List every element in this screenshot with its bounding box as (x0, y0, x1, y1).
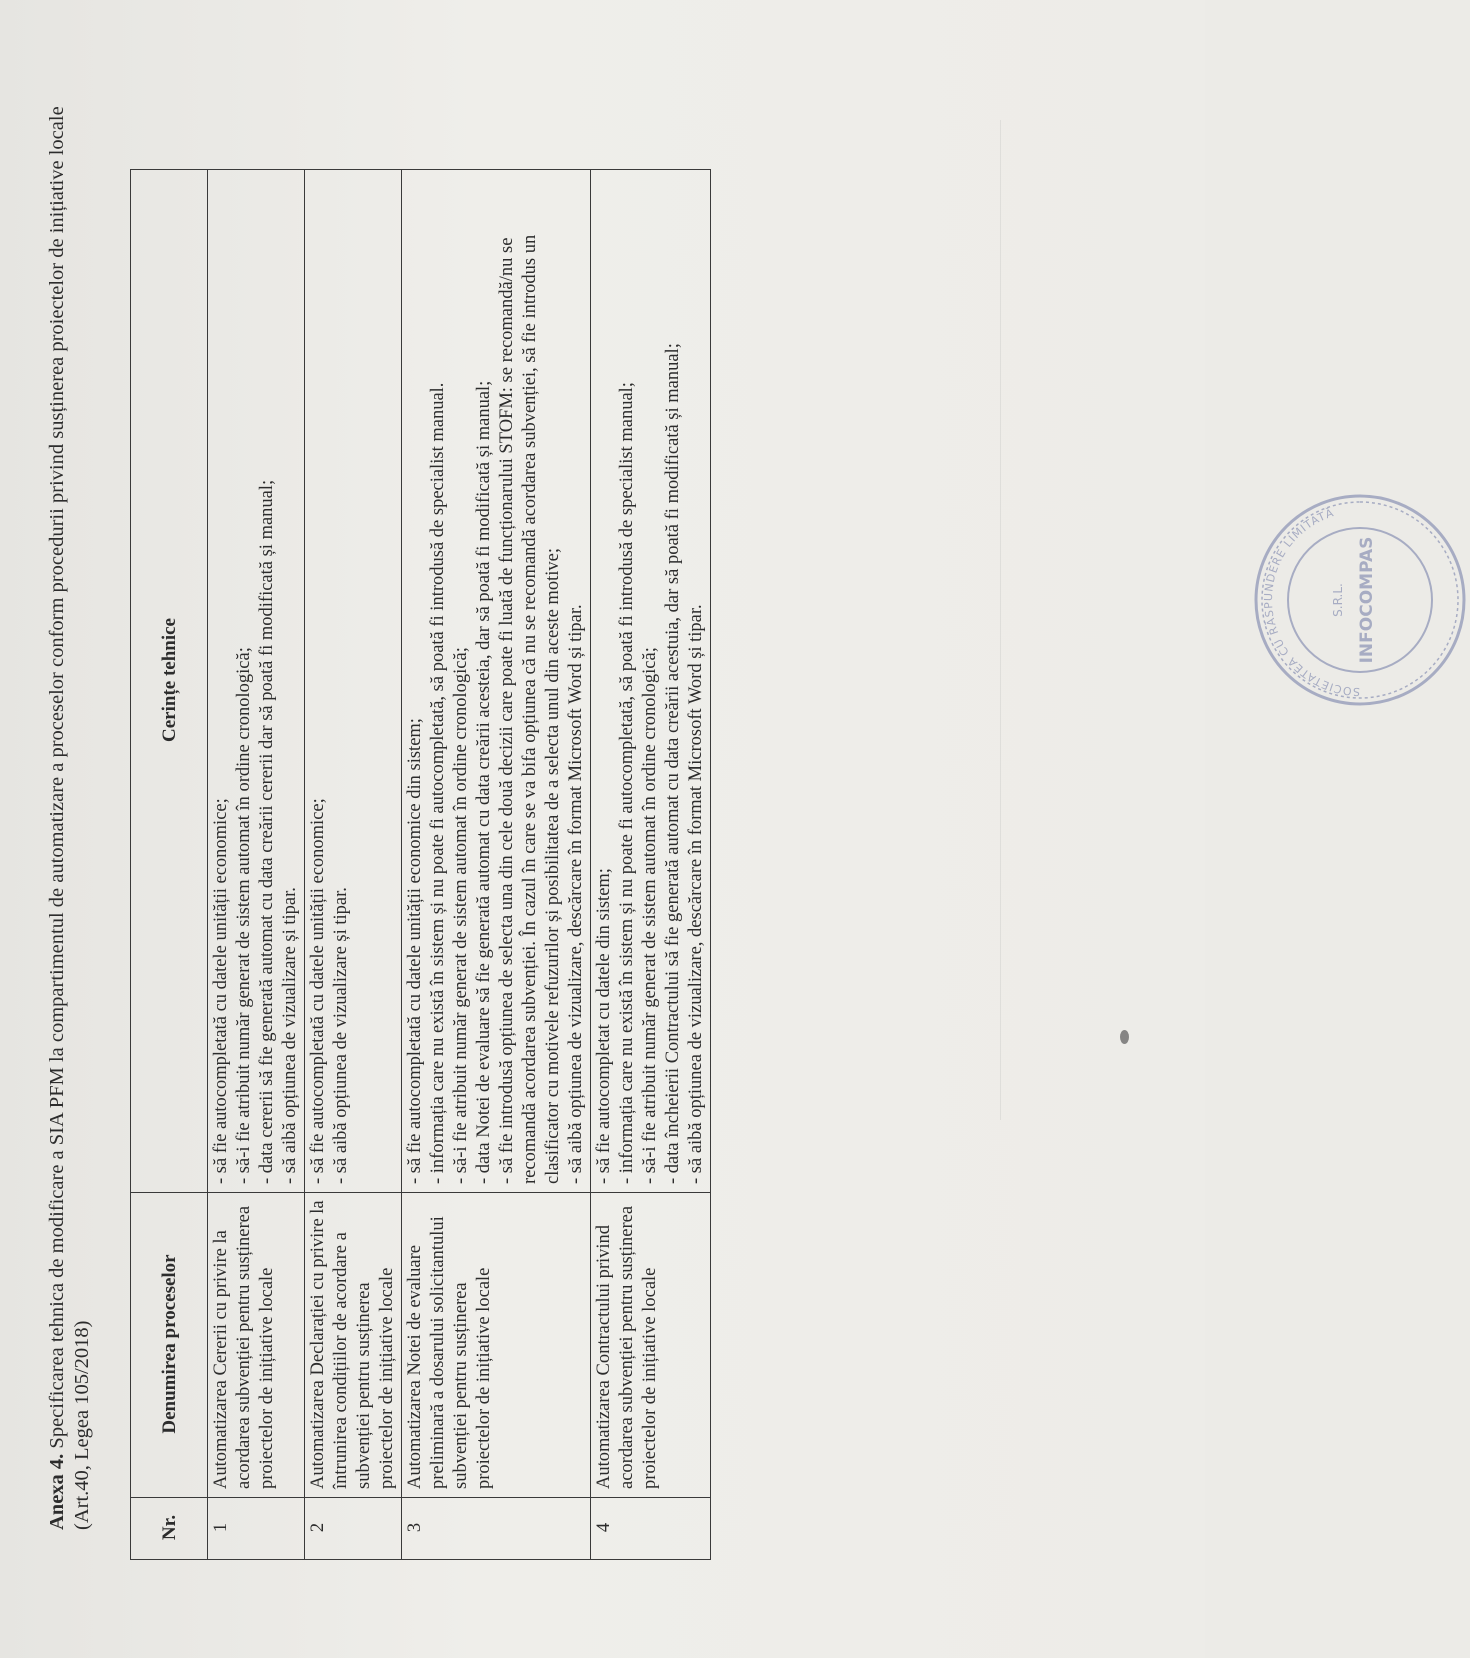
requirement-item: - informația care nu există în sistem și nu poate fi autocompletată, să poată fi introdusă de specialist manual; (617, 382, 637, 1184)
requirement-item: - să fie autocompletată cu datele unității economice; (308, 798, 328, 1184)
stamp-inner-text: S.R.L. (1331, 583, 1345, 617)
rotated-page (20, 10, 1377, 1560)
header-process: Denumirea proceselor (131, 1193, 208, 1498)
table-row (402, 170, 591, 1560)
process-name: Automatizarea Cererii cu privire la acordarea subvenției pentru susținerea proiectelor de inițiative locale (208, 1193, 305, 1498)
requirement-item: - să fie autocompletată cu datele unității economice; (211, 798, 231, 1184)
row-number: 3 (402, 1498, 591, 1560)
table-row (591, 170, 711, 1560)
requirements-cell (402, 170, 591, 1193)
requirement-item: - să-i fie atribuit număr generat de sistem automat în ordine cronologică; (451, 647, 471, 1184)
requirement-item: - data încheierii Contractului să fie generată automat cu data creării acestuia, dar să poată fi modificată și manual; (663, 343, 683, 1184)
requirement-item: - să aibă opțiunea de vizualizare și tipar. (331, 887, 351, 1184)
company-stamp (1250, 490, 1470, 710)
requirements-table (130, 169, 711, 1560)
process-name: Automatizarea Declarației cu privire la întrunirea condițiilor de acordare a subvenției pentru susținerea proiectelor de inițiative locale (305, 1193, 402, 1498)
process-name: Automatizarea Contractului privind acordarea subvenției pentru susținerea proiectelor de inițiative locale (591, 1193, 711, 1498)
requirement-item: - să fie autocompletat cu datele din sistem; (594, 868, 614, 1184)
table-row (208, 170, 305, 1560)
requirement-item: - să aibă opțiunea de vizualizare, descărcare în format Microsoft Word și tipar. (566, 604, 586, 1184)
requirement-item: - să aibă opțiunea de vizualizare și tipar. (280, 887, 300, 1184)
row-number: 2 (305, 1498, 402, 1560)
requirement-item: - să-i fie atribuit număr generat de sistem automat în ordine cronologică; (640, 647, 660, 1184)
stamp-center-text: INFOCOMPAS (1357, 536, 1377, 664)
row-number: 1 (208, 1498, 305, 1560)
requirement-item: - data Notei de evaluare să fie generată automat cu data creării acesteia, dar să poată fi modificată și manual; (474, 380, 494, 1184)
header-nr: Nr. (131, 1498, 208, 1560)
table-header-row (131, 170, 208, 1560)
requirements-cell (305, 170, 402, 1193)
requirement-item: - informația care nu există în sistem și nu poate fi autocompletată, să poată fi introdusă de specialist manual. (428, 382, 448, 1184)
requirement-item: - data cererii să fie generată automat cu data creării cererii dar să poată fi modificată și manual; (257, 479, 277, 1184)
requirement-item: - să-i fie atribuit număr generat de sistem automat în ordine cronologică; (234, 647, 254, 1184)
requirements-cell (591, 170, 711, 1193)
row-number: 4 (591, 1498, 711, 1560)
header-requirements: Cerințe tehnice (131, 170, 208, 1193)
requirement-item: - să fie autocompletată cu datele unității economice din sistem; (405, 718, 425, 1184)
requirement-item: - să aibă opțiunea de vizualizare, descărcare în format Microsoft Word și tipar. (686, 604, 706, 1184)
annex-title: Specificarea tehnica de modificare a SIA PFM la compartimentul de automatizare a proceselor conform procedurii privind susținerea proiectelor de inițiative locale (Art.40, Legea 105/2018) (46, 106, 93, 1530)
annex-label: Anexa 4. (46, 1453, 68, 1530)
requirements-cell (208, 170, 305, 1193)
process-name: Automatizarea Notei de evaluare preliminară a dosarului solicitantului subvenției pentru susținerea proiectelor de inițiative locale (402, 1193, 591, 1498)
stamp-outer-text: SOCIETATEA CU RĂSPUNDERE LIMITATĂ (1261, 506, 1361, 699)
table-row (305, 170, 402, 1560)
annex-heading (45, 50, 95, 1530)
requirement-item: - să fie introdusă opțiunea de selecta una din cele două decizii care poate fi luată de funcționarului STOFM: se recomandă/nu se recomandă acordarea subvenției. În cazul în care se va bifa opțiunea că nu se recomandă acordarea subvenției, să fie introdus un clasificator cu motivele refuzurilor și posibilitatea de a selecta unul din aceste motive; (497, 234, 563, 1184)
